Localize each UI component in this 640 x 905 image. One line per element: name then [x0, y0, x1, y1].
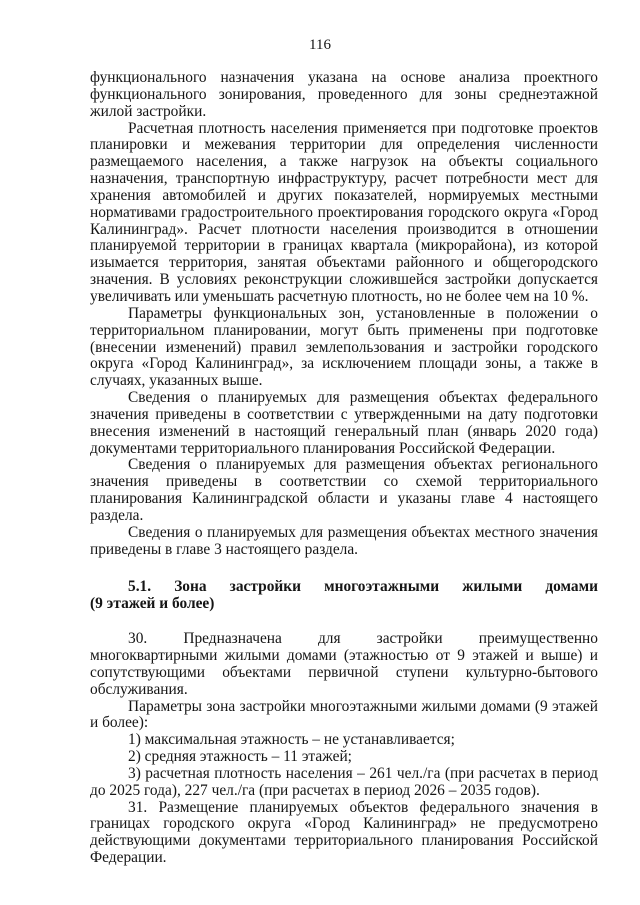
paragraph-federal-placement: 31. Размещение планируемых объектов федерального значения в границах городского округа «Город Калининград» не предусмотрено действующими документами территориального планирования Российской Федерации.	[90, 798, 598, 867]
section-heading-word: застройки	[229, 578, 301, 596]
page-number: 116	[309, 37, 331, 53]
paragraph-zone-parameters-intro: Параметры зона застройки многоэтажными жилыми домами (9 этажей и более):	[90, 697, 598, 732]
list-item: 1) максимальная этажность – не устанавливается;	[128, 731, 455, 749]
paragraph-local-objects: Сведения о планируемых для размещения объектах местного значения приведены в главе 3 настоящего раздела.	[90, 523, 598, 558]
paragraph-federal-objects: Сведения о планируемых для размещения объектах федерального значения приведены в соответствии с утвержденными на дату подготовки внесения изменений в настоящий генеральный план (январь 2020 года) документами территориального планирования Российской Федерации.	[90, 389, 598, 457]
section-heading-tail: (9 этажей и более)	[90, 595, 215, 613]
spacer	[90, 613, 598, 631]
section-heading-word: многоэтажными	[324, 578, 440, 596]
section-heading-word: жилыми	[462, 578, 523, 596]
paragraph-population-density: Расчетная плотность населения применяется при подготовке проектов планировки и межевания территории для определения численности размещаемого населения, а также нагрузок на объекты социального назначения, транспортную инфраструктуру, расчет потребности мест для хранения автомобилей и других показателей, нормируемых местными нормативами градостроительного проектирования городского округа «Город Калининград». Расчет плотности населения производится в отношении планируемой территории в границах квартала (микрорайона), из которой изымается территория, занятая объектами районного и общегородского значения. В условиях реконструкции сложившейся застройки допускается увеличивать или уменьшать расчетную плотность, но не более чем на 10 %.	[90, 119, 598, 305]
section-number: 5.1.	[128, 578, 152, 596]
paragraph-zone-purpose: 30. Предназначена для застройки преимущественно многоквартирными жилыми домами (этажностью от 9 этажей и выше) и сопутствующими объектами первичной ступени культурно-бытового обслуживания.	[90, 630, 598, 698]
paragraph-regional-objects: Сведения о планируемых для размещения объектах регионального значения приведены в соответствии со схемой территориального планирования Калининградской области и указаны главе 4 настоящего раздела.	[90, 456, 598, 524]
list-item: 2) средняя этажность – 11 этажей;	[128, 748, 352, 766]
section-heading-line	[90, 579, 598, 596]
section-heading-word: Зона	[174, 578, 207, 596]
list-item: 3) расчетная плотность населения – 261 чел./га (при расчетах в период до 2025 года), 227 чел./га (при расчетах в период 2026 – 2035 годов).	[90, 764, 598, 799]
paragraph-continuation: функционального назначения указана на основе анализа проектного функционального зонирования, проведенного для зоны среднеэтажной жилой застройки.	[90, 69, 598, 120]
section-heading	[90, 579, 598, 613]
paragraph-functional-zone-parameters: Параметры функциональных зон, установленные в положении о территориальном планировании, могут быть применены при подготовке (внесении изменений) правил землепользования и застройки городского округа «Город Калининград», за исключением площади зоны, а также в случаях, указанных выше.	[90, 304, 598, 390]
document-body	[90, 70, 598, 867]
section-heading-word: домами	[545, 578, 598, 596]
